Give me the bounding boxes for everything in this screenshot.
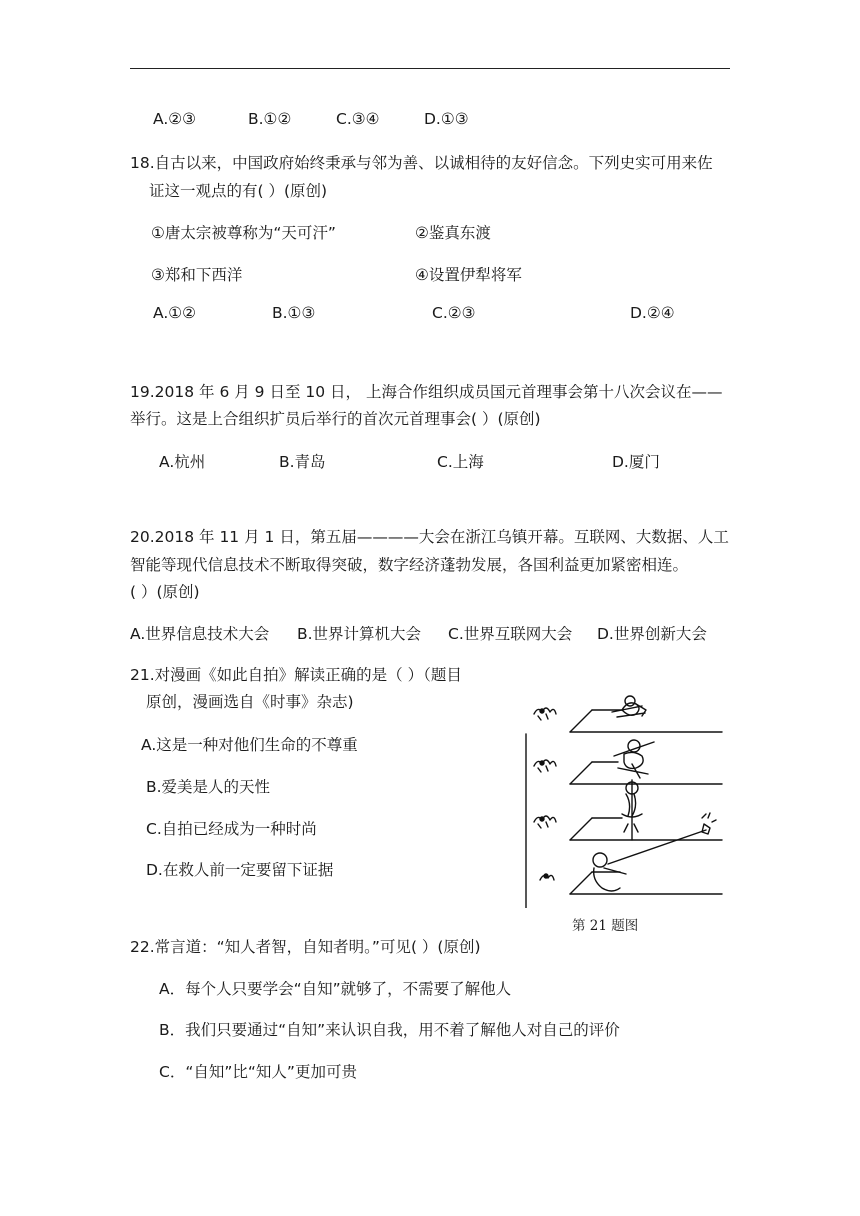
q19-option-d: D.厦门: [612, 453, 660, 471]
q18-item-1: ①唐太宗被尊称为“天可汗”: [151, 224, 336, 242]
q21-option-b: B.爱美是人的天性: [146, 778, 271, 796]
q18-stem-line2: 证这一观点的有( ）(原创): [149, 182, 328, 200]
q18-item-4: ④设置伊犁将军: [415, 266, 522, 284]
q21-option-c: C.自拍已经成为一种时尚: [146, 820, 317, 838]
q20-option-b: B.世界计算机大会: [297, 625, 422, 643]
q21-figure-caption: 第 21 题图: [572, 918, 639, 934]
q19-option-c: C.上海: [437, 453, 484, 471]
q18-option-c: C.②③: [432, 304, 476, 322]
cartoon-panel-3: [534, 780, 722, 840]
q18-item-3: ③郑和下西洋: [151, 266, 243, 284]
q22-option-a: A．每个人只要学会“自知”就够了，不需要了解他人: [159, 980, 512, 998]
q21-stem-line1: 21.对漫画《如此自拍》解读正确的是（ ）（题目: [130, 666, 462, 684]
header-rule: [130, 68, 730, 69]
q20-stem-line2: 智能等现代信息技术不断取得突破，数字经济蓬勃发展，各国利益更加紧密相连。: [130, 556, 689, 574]
q18-stem-line1: 18.自古以来，中国政府始终秉承与邻为善、以诚相待的友好信念。下列史实可用来佐: [130, 154, 713, 172]
q19-option-a: A.杭州: [159, 453, 206, 471]
q21-stem-line2: 原创，漫画选自《时事》杂志): [146, 693, 354, 711]
q21-option-d: D.在救人前一定要留下证据: [146, 861, 334, 879]
q19-stem-line1: 19.2018 年 6 月 9 日至 10 日， 上海合作组织成员国元首理事会第十八次会议在——: [130, 383, 723, 401]
q20-option-a: A.世界信息技术大会: [130, 625, 270, 643]
q17-option-b: B.①②: [248, 110, 292, 128]
q18-item-2: ②鉴真东渡: [415, 224, 491, 242]
q20-stem-line3: ( ）(原创): [130, 583, 200, 601]
q17-option-a: A.②③: [153, 110, 197, 128]
q18-option-d: D.②④: [630, 304, 675, 322]
q19-stem-line2: 举行。这是上合组织扩员后举行的首次元首理事会( ）(原创): [130, 410, 541, 428]
cartoon-panel-1: [534, 696, 722, 732]
q21-cartoon-figure: [522, 684, 728, 908]
cartoon-panel-4: [540, 813, 722, 894]
q22-stem: 22.常言道：“知人者智，自知者明。”可见( ）(原创): [130, 938, 481, 956]
q18-option-a: A.①②: [153, 304, 197, 322]
q19-option-b: B.青岛: [279, 453, 326, 471]
q20-option-c: C.世界互联网大会: [448, 625, 573, 643]
q22-option-c: C．“自知”比“知人”更加可贵: [159, 1063, 357, 1081]
q20-option-d: D.世界创新大会: [597, 625, 707, 643]
q20-stem-line1: 20.2018 年 11 月 1 日，第五届————大会在浙江乌镇开幕。互联网、大数据、人工: [130, 528, 729, 546]
q17-option-c: C.③④: [336, 110, 380, 128]
q18-option-b: B.①③: [272, 304, 316, 322]
cartoon-panel-2: [534, 740, 722, 784]
q22-option-b: B．我们只要通过“自知”来认识自我，用不着了解他人对自己的评价: [159, 1021, 620, 1039]
q21-option-a: A.这是一种对他们生命的不尊重: [141, 736, 358, 754]
q17-option-d: D.①③: [424, 110, 469, 128]
